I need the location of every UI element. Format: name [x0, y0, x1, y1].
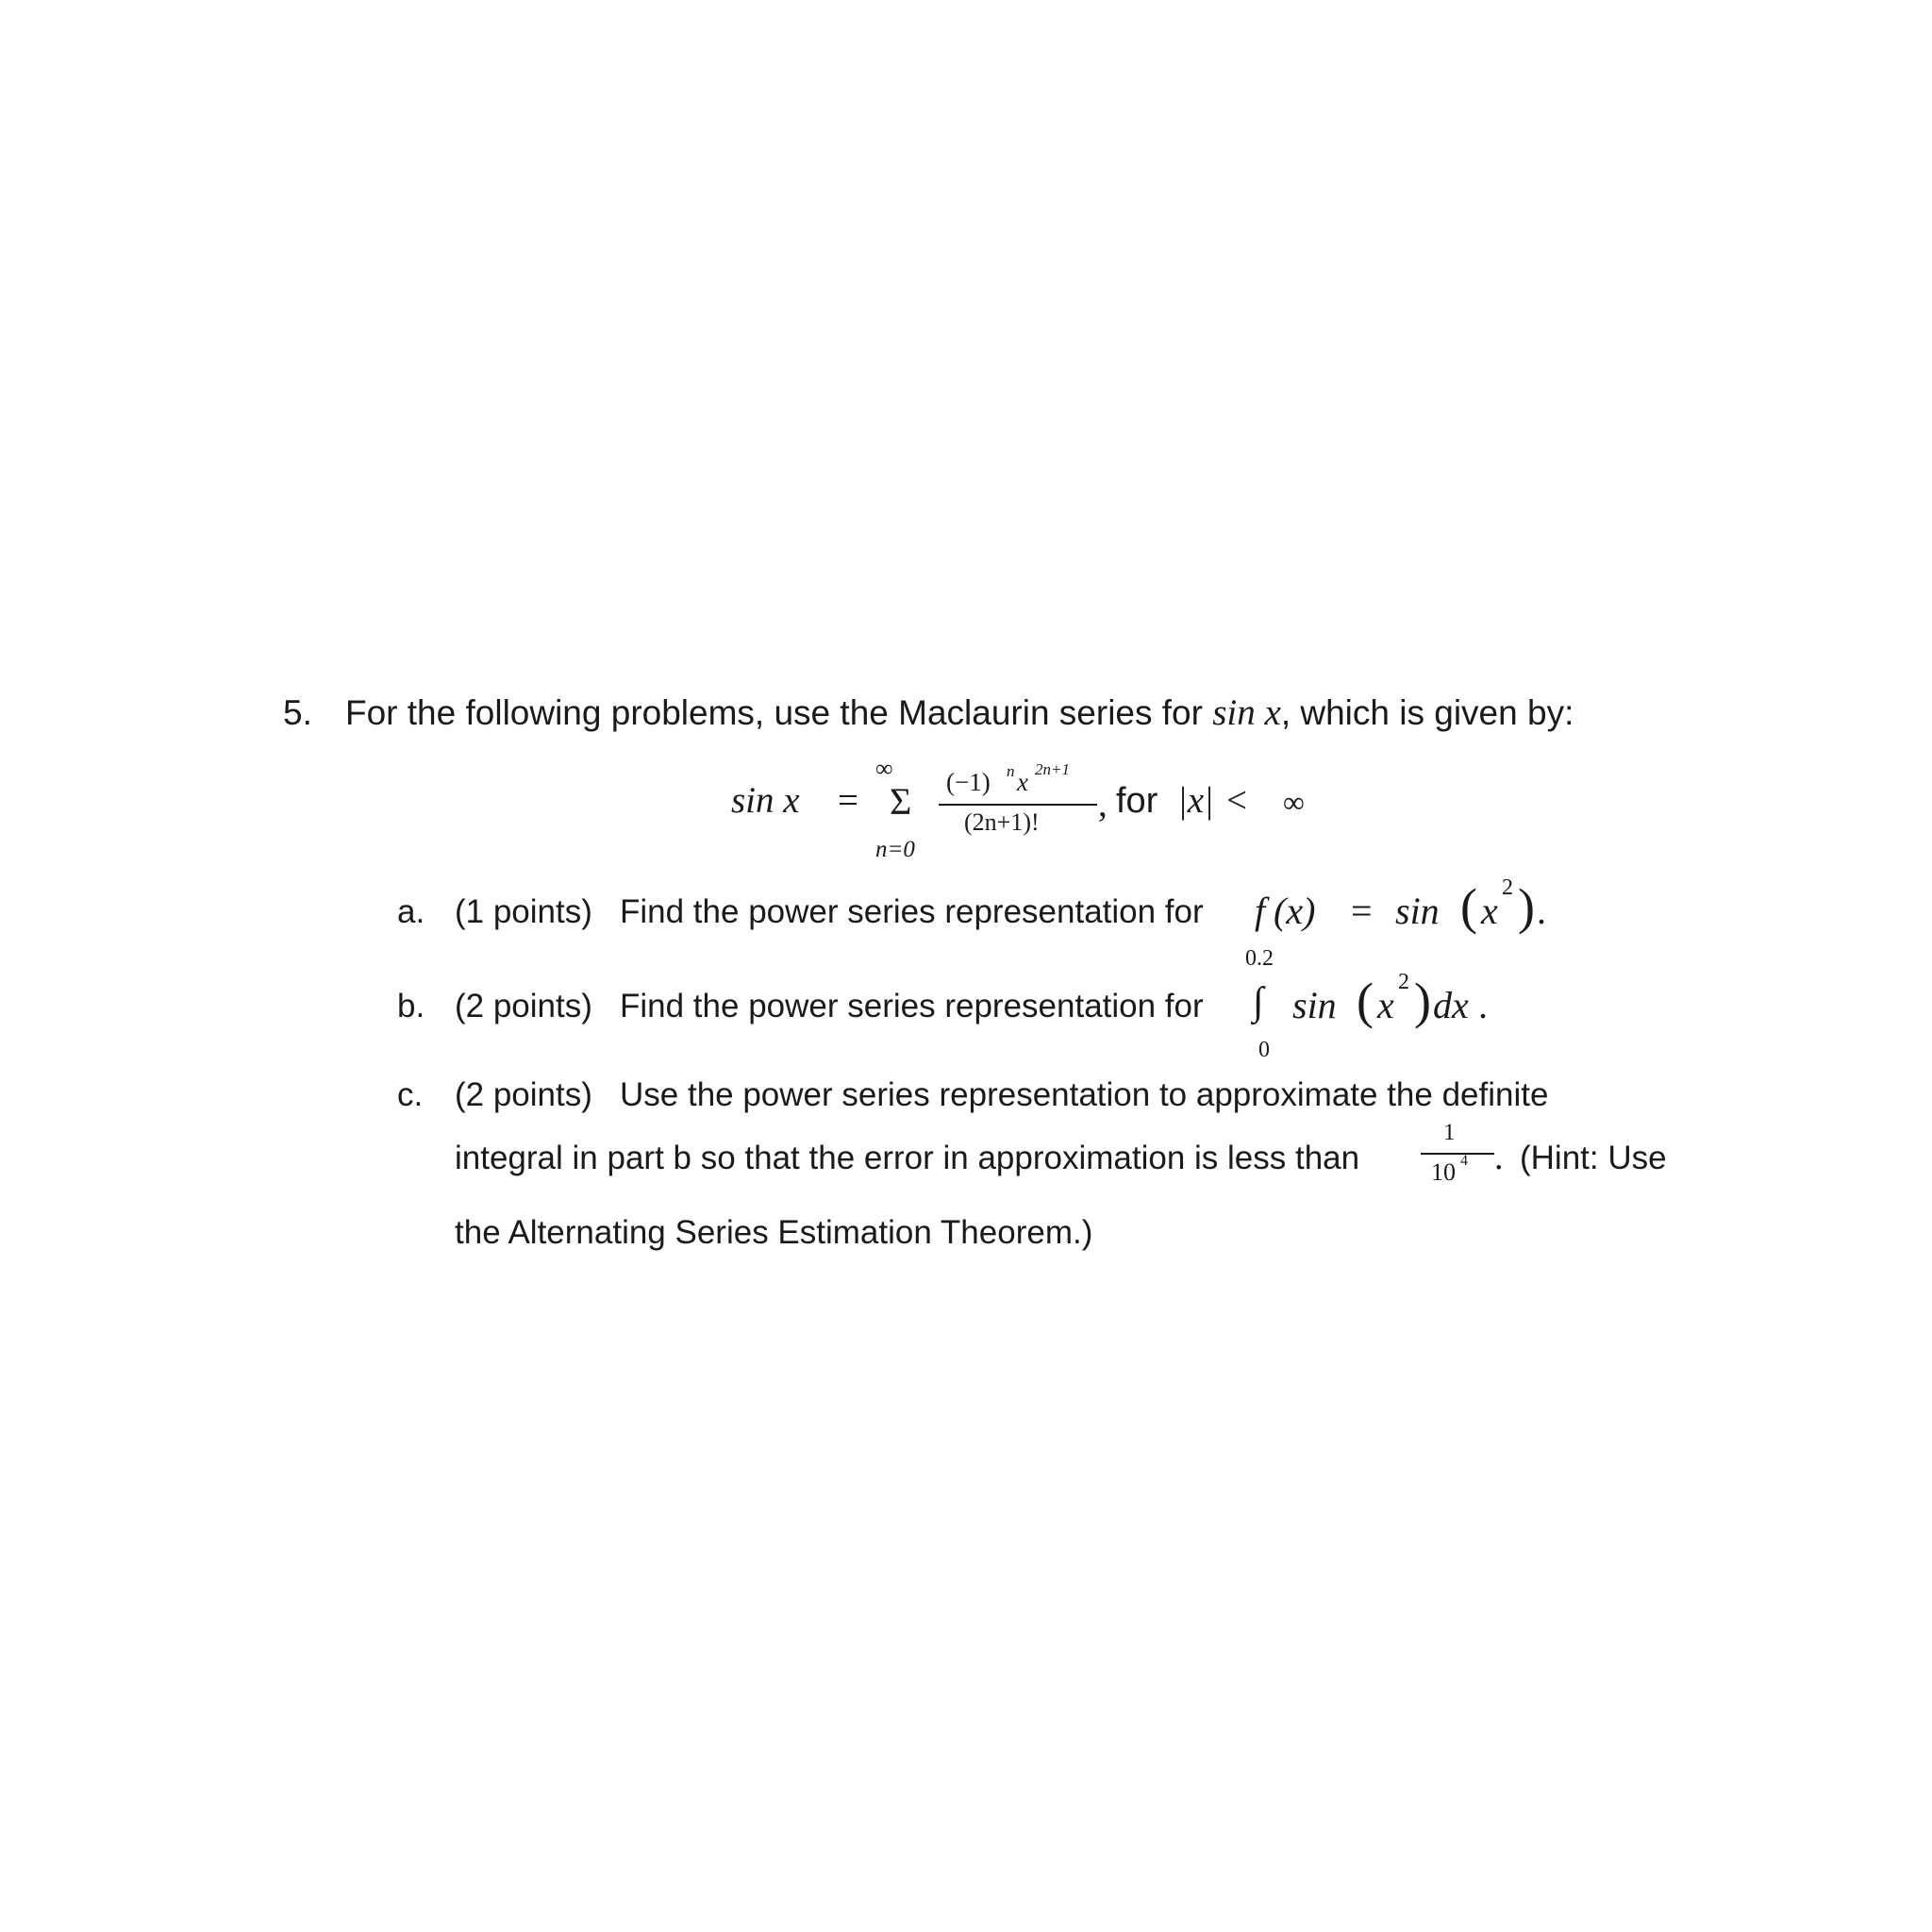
fraction-bar	[939, 804, 1097, 806]
part-a-math-sin: sin	[1395, 890, 1440, 932]
part-c-line2: integral in part b so that the error in approximation is less than	[455, 1140, 1360, 1176]
part-c-points: (2 points)	[455, 1076, 592, 1113]
part-b-points: (2 points)	[455, 988, 592, 1024]
intro-math: sin x	[1212, 692, 1281, 733]
problem-statement	[283, 691, 1574, 734]
fraction-numerator: 1	[1443, 1120, 1456, 1145]
part-b-math-sin: sin	[1292, 984, 1337, 1026]
integral-upper-limit: 0.2	[1245, 946, 1274, 971]
part-b-text: Find the power series representation for	[620, 988, 1204, 1024]
sum-symbol: Σ	[890, 780, 912, 823]
condition-infinity: ∞	[1283, 785, 1305, 819]
sum-lower-limit: n=0	[875, 837, 915, 862]
condition-less-than: <	[1226, 780, 1247, 821]
part-a-points: (1 points)	[455, 893, 592, 930]
part-c-hint: (Hint: Use	[1520, 1140, 1667, 1176]
problem-number: 5.	[283, 693, 312, 732]
part-b-math-dx: dx	[1433, 984, 1469, 1026]
numerator-exp-n: n	[1007, 762, 1015, 780]
part-a-math-x: x	[1481, 890, 1498, 932]
problem-intro-end: , which is given by:	[1280, 693, 1574, 732]
denominator: (2n+1)!	[964, 808, 1040, 836]
formula-comma: ,	[1098, 784, 1108, 824]
part-a-end: .	[1537, 890, 1546, 932]
part-b-letter: b.	[397, 988, 425, 1024]
part-b-paren-close: )	[1414, 973, 1431, 1029]
integral-symbol: ∫	[1253, 980, 1264, 1024]
part-b-math-x: x	[1377, 984, 1394, 1026]
part-a-math-exp: 2	[1502, 875, 1513, 900]
part-a-paren-open: (	[1460, 878, 1477, 935]
formula-equals: =	[838, 780, 858, 821]
problem-intro: For the following problems, use the Maclaurin series for	[345, 693, 1203, 732]
part-a-letter: a.	[397, 893, 425, 930]
sum-upper-limit: ∞	[875, 755, 893, 782]
fraction-end: .	[1494, 1138, 1504, 1177]
part-c-line3: the Alternating Series Estimation Theorem.)	[455, 1214, 1093, 1251]
part-a-math-f: f	[1255, 890, 1266, 932]
numerator-exp: 2n+1	[1035, 760, 1070, 778]
part-a-text: Find the power series representation for	[620, 893, 1204, 930]
condition-abs-x: |x|	[1177, 780, 1214, 821]
numerator-x: x	[1017, 768, 1028, 796]
integral-lower-limit: 0	[1258, 1038, 1270, 1062]
part-b-paren-open: (	[1357, 973, 1374, 1029]
part-c-letter: c.	[397, 1076, 424, 1113]
part-c-line1: Use the power series representation to approximate the definite	[620, 1076, 1549, 1113]
part-b-end: .	[1478, 984, 1488, 1026]
fraction-denominator: 10	[1431, 1158, 1456, 1186]
part-b-math-exp: 2	[1398, 970, 1409, 994]
numerator-base: (−1)	[946, 768, 991, 796]
condition-text: for	[1116, 781, 1158, 821]
fraction-denominator-exp: 4	[1460, 1153, 1468, 1169]
fraction-bar-c	[1421, 1153, 1494, 1155]
part-a-math-eq: =	[1351, 890, 1373, 932]
formula-lhs: sin x	[731, 780, 800, 821]
part-a-math-arg: (x)	[1274, 890, 1316, 932]
part-a-paren-close: )	[1518, 878, 1535, 935]
